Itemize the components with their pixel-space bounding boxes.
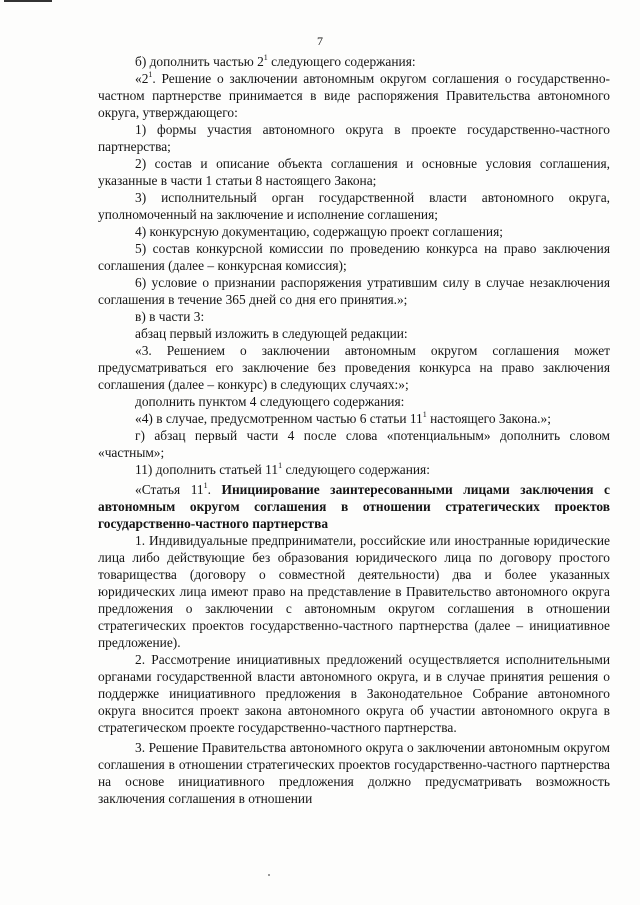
- paragraph: дополнить пунктом 4 следующего содержания:: [135, 394, 405, 409]
- paragraph: 5) состав конкурсной комиссии по проведению конкурса на право заключения соглашения (далее – конкурсная комиссия);: [98, 241, 610, 273]
- paragraph: 1. Индивидуальные предприниматели, российские или иностранные юридические лица либо действующие без образования юридического лица по договору простого товарищества (договору о совместной деятельности) два и более указанных юридических лица имеют право на представление в Правительство автономного округа предложения о заключении с автономным округом соглашения в отношении стратегических проектов государственно-частного партнерства (далее – инициативное предложение).: [98, 533, 610, 650]
- paragraph: 4) конкурсную документацию, содержащую проект соглашения;: [135, 224, 503, 239]
- paragraph: б) дополнить частью $2^1$ следующего содержания:: [135, 53, 416, 69]
- scan-speck: [268, 874, 270, 876]
- paragraph: г) абзац первый части 4 после слова «потенциальным» дополнить словом «частным»;: [98, 428, 610, 460]
- paragraph: «4) в случае, предусмотренном частью 6 статьи $11^1$ настоящего Закона.»;: [135, 410, 551, 426]
- paragraph: «$2^1$. Решение о заключении автономным округом соглашения о государственно-частном партнерстве принимается в виде распоряжения Правительства автономного округа, утверждающего:: [98, 70, 610, 120]
- paragraph: 2) состав и описание объекта соглашения и основные условия соглашения, указанные в части 1 статьи 8 настоящего Закона;: [98, 156, 610, 188]
- paragraph: 2. Рассмотрение инициативных предложений осуществляется исполнительными органами государственной власти автономного округа, и в случае принятия решения о поддержке инициативного предложения в Законодательное Собрание автономного округа вносится проект закона автономного округа об участии автономного округа в стратегическом проекте государственно-частного партнерства.: [98, 652, 610, 735]
- paragraph: абзац первый изложить в следующей редакции:: [135, 326, 408, 341]
- paragraph: в) в части 3:: [135, 309, 205, 324]
- paragraph: 3) исполнительный орган государственной власти автономного округа, уполномоченный на заключение и исполнение соглашения;: [98, 190, 610, 222]
- corner-mark: [4, 0, 52, 2]
- paragraph: «3. Решением о заключении автономным округом соглашения может предусматриваться его заключение без проведения конкурса на право заключения соглашения (далее – конкурс) в следующих случаях:»;: [98, 343, 610, 392]
- document-body: [98, 53, 610, 807]
- page-number: 7: [317, 34, 323, 48]
- paragraph: 6) условие о признании распоряжения утратившим силу в случае незаключения соглашения в течение 365 дней со дня его принятия.»;: [98, 275, 610, 307]
- article-heading: «Статья $11^1$. Инициирование заинтересованными лицами заключения с автономным округом соглашения в отношении стратегических проектов государственно-частного партнерства: [98, 481, 610, 531]
- paragraph: 3. Решение Правительства автономного округа о заключении автономным округом соглашения в отношении стратегических проектов государственно-частного партнерства на основе инициативного предложения должно предусматривать возможность заключения соглашения в отношении: [98, 740, 610, 806]
- paragraph: 1) формы участия автономного округа в проекте государственно-частного партнерства;: [98, 122, 610, 154]
- paragraph: 11) дополнить статьей $11^1$ следующего содержания:: [135, 461, 430, 477]
